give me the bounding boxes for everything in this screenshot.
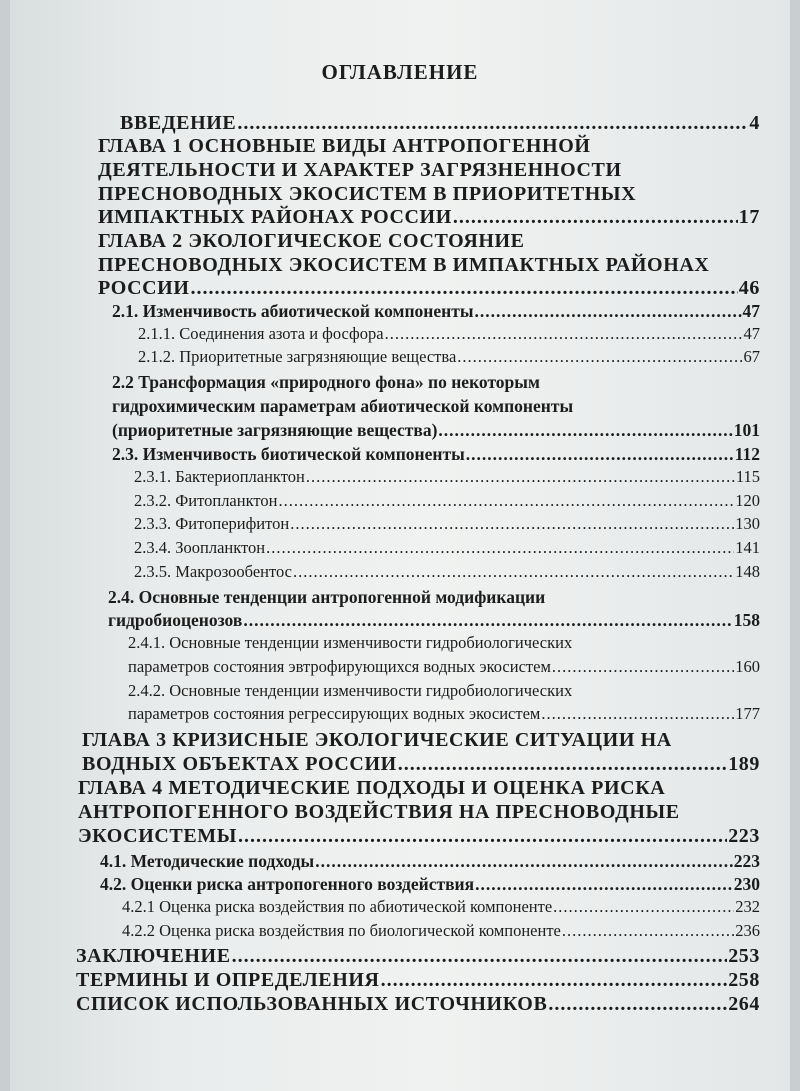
toc-leader-dots	[243, 610, 732, 630]
toc-entry-ch1-line-1	[98, 135, 760, 158]
toc-leader-dots	[381, 969, 728, 992]
toc-entry-text: 2.3.3. Фитоперифитон	[134, 514, 290, 533]
toc-entry-s2-4-2-line-2	[128, 705, 760, 724]
toc-entry-concl	[76, 945, 760, 968]
toc-entry-text: 2.1.1. Соединения азота и фосфора	[138, 324, 384, 343]
toc-entry-text: 2.2 Трансформация «природного фона» по некоторым	[112, 372, 540, 392]
toc-page-number: 236	[735, 921, 760, 940]
toc-leader-dots	[548, 993, 727, 1016]
toc-page-number: 46	[738, 277, 760, 299]
toc-entry-ch1-line-4	[98, 206, 760, 229]
toc-entry-text: параметров состояния регрессирующих водных экосистем	[128, 704, 541, 723]
toc-entry-ch2-line-2	[98, 254, 760, 277]
toc-leader-dots	[453, 206, 738, 229]
toc-page-number: 264	[728, 993, 760, 1015]
toc-leader-dots	[290, 515, 734, 534]
toc-entry-text: гидробиоценозов	[108, 610, 243, 630]
toc-entry-s2-3-5	[134, 563, 760, 582]
toc-leader-dots	[475, 874, 733, 894]
toc-leader-dots	[438, 420, 732, 440]
toc-leader-dots	[385, 325, 743, 344]
toc-leader-dots	[293, 563, 734, 582]
toc-page-number: 177	[735, 704, 760, 723]
toc-entry-ch4-line-1	[78, 777, 760, 800]
toc-entry-text: 2.4.1. Основные тенденции изменчивости гидробиологических	[128, 633, 573, 652]
toc-page-number: 230	[733, 874, 760, 894]
toc-leader-dots	[398, 753, 727, 776]
toc-entry-text: 2.3.2. Фитопланктон	[134, 491, 278, 510]
toc-page-number: 67	[743, 347, 760, 366]
page-title: ОГЛАВЛЕНИЕ	[321, 60, 479, 84]
toc-entry-text: ДЕЯТЕЛЬНОСТИ И ХАРАКТЕР ЗАГРЯЗНЕННОСТИ	[98, 159, 622, 181]
toc-entry-text: 4.2.1 Оценка риска воздействия по абиотической компоненте	[122, 897, 553, 916]
toc-leader-dots	[237, 112, 748, 135]
toc-page-number: 17	[738, 206, 760, 228]
toc-page-number: 189	[728, 753, 760, 775]
toc-entry-text: АНТРОПОГЕННОГО ВОЗДЕЙСТВИЯ НА ПРЕСНОВОДНЫЕ	[78, 801, 680, 823]
toc-entry-text: СПИСОК ИСПОЛЬЗОВАННЫХ ИСТОЧНИКОВ	[76, 993, 548, 1015]
toc-page-number: 101	[733, 420, 760, 440]
toc-page-number: 253	[728, 945, 760, 967]
toc-entry-s2-1	[112, 301, 760, 321]
toc-entry-text: ПРЕСНОВОДНЫХ ЭКОСИСТЕМ В ПРИОРИТЕТНЫХ	[98, 183, 637, 205]
toc-entry-s2-1-1	[138, 325, 760, 344]
toc-leader-dots	[457, 348, 742, 367]
toc-entry-s2-2-line-1	[112, 372, 760, 392]
document-page	[10, 0, 790, 1091]
toc-entry-s2-4-line-2	[108, 610, 760, 630]
toc-entry-ch4-line-3	[78, 825, 760, 848]
toc-leader-dots	[562, 922, 734, 941]
toc-entry-text: ВВЕДЕНИЕ	[120, 112, 237, 134]
toc-entry-text: ЗАКЛЮЧЕНИЕ	[76, 945, 231, 967]
toc-entry-ch1-line-3	[98, 183, 760, 206]
toc-entry-text: 2.3.5. Макрозообентос	[134, 562, 292, 581]
toc-entry-s2-3-3	[134, 515, 760, 534]
toc-entry-s2-3-1	[134, 468, 760, 487]
toc-page-number: 47	[743, 324, 760, 343]
toc-page-number: 223	[733, 851, 760, 871]
toc-entry-s2-4-2-line-1	[128, 682, 760, 701]
toc-page-number: 115	[735, 467, 760, 486]
toc-leader-dots	[475, 301, 742, 321]
toc-entry-text: 2.4. Основные тенденции антропогенной модификации	[108, 587, 546, 607]
toc-entry-text: 2.3. Изменчивость биотической компоненты	[112, 444, 465, 464]
toc-entry-text: ВОДНЫХ ОБЪЕКТАХ РОССИИ	[82, 753, 397, 775]
toc-entry-text: 4.2. Оценки риска антропогенного воздействия	[100, 874, 475, 894]
toc-entry-refs	[76, 993, 760, 1016]
toc-entry-ch2-line-1	[98, 230, 760, 253]
toc-entry-ch1-line-2	[98, 159, 760, 182]
toc-page-number: 120	[735, 491, 760, 510]
toc-entry-s2-3-2	[134, 492, 760, 511]
toc-entry-ch2-line-3	[98, 277, 760, 300]
toc-page-number: 4	[749, 112, 760, 134]
toc-leader-dots	[278, 492, 734, 511]
toc-entry-text: ПРЕСНОВОДНЫХ ЭКОСИСТЕМ В ИМПАКТНЫХ РАЙОНАХ	[98, 254, 710, 276]
toc-entry-text: 2.3.1. Бактериопланктон	[134, 467, 305, 486]
toc-entry-terms	[76, 969, 760, 992]
toc-entry-text: ГЛАВА 3 КРИЗИСНЫЕ ЭКОЛОГИЧЕСКИЕ СИТУАЦИИ НА	[82, 729, 672, 751]
toc-leader-dots	[315, 851, 733, 871]
toc-leader-dots	[266, 539, 734, 558]
toc-page-number: 160	[735, 657, 760, 676]
toc-entry-text: гидрохимическим параметрам абиотической компоненты	[112, 396, 574, 416]
toc-entry-text: 4.1. Методические подходы	[100, 851, 315, 871]
toc-leader-dots	[306, 468, 735, 487]
toc-entry-text: 2.1.2. Приоритетные загрязняющие вещества	[138, 347, 457, 366]
toc-entry-text: ТЕРМИНЫ И ОПРЕДЕЛЕНИЯ	[76, 969, 380, 991]
toc-page-number: 112	[734, 444, 760, 464]
toc-entry-text: ГЛАВА 2 ЭКОЛОГИЧЕСКОЕ СОСТОЯНИЕ	[98, 230, 525, 252]
toc-page-number: 223	[728, 825, 760, 847]
toc-entry-s2-4-line-1	[108, 587, 760, 607]
toc-entry-s4-2-2	[122, 922, 760, 941]
toc-entry-text: 4.2.2 Оценка риска воздействия по биологической компоненте	[122, 921, 561, 940]
toc-entry-s4-2	[100, 874, 760, 894]
toc-leader-dots	[553, 898, 734, 917]
toc-page-number: 148	[735, 562, 760, 581]
toc-entry-s2-3-4	[134, 539, 760, 558]
toc-entry-text: ГЛАВА 1 ОСНОВНЫЕ ВИДЫ АНТРОПОГЕННОЙ	[98, 135, 591, 157]
toc-leader-dots	[552, 658, 734, 677]
toc-page-number: 130	[735, 514, 760, 533]
table-of-contents	[10, 0, 790, 1091]
toc-entry-text: ИМПАКТНЫХ РАЙОНАХ РОССИИ	[98, 206, 452, 228]
toc-leader-dots	[466, 444, 734, 464]
toc-entry-text: 2.1. Изменчивость абиотической компоненты	[112, 301, 474, 321]
toc-entry-ch3-line-2	[82, 753, 760, 776]
toc-entry-text: 2.3.4. Зоопланктон	[134, 538, 266, 557]
toc-entry-s4-2-1	[122, 898, 760, 917]
toc-page-number: 158	[733, 610, 760, 630]
toc-leader-dots	[238, 825, 727, 848]
toc-entry-s2-3	[112, 444, 760, 464]
toc-entry-s4-1	[100, 851, 760, 871]
toc-entry-s2-1-2	[138, 348, 760, 367]
toc-leader-dots	[191, 277, 738, 300]
toc-entry-text: ЭКОСИСТЕМЫ	[78, 825, 238, 847]
toc-page-number: 258	[728, 969, 760, 991]
toc-entry-s2-2-line-3	[112, 420, 760, 440]
toc-entry-ch3-line-1	[82, 729, 760, 752]
toc-entry-text: параметров состояния эвтрофирующихся водных экосистем	[128, 657, 551, 676]
toc-entry-text: 2.4.2. Основные тенденции изменчивости гидробиологических	[128, 681, 573, 700]
toc-entry-text: РОССИИ	[98, 277, 190, 299]
toc-entry-ch4-line-2	[78, 801, 760, 824]
toc-entry-text: ГЛАВА 4 МЕТОДИЧЕСКИЕ ПОДХОДЫ И ОЦЕНКА РИСКА	[78, 777, 666, 799]
toc-entry-intro	[120, 112, 760, 135]
toc-page-number: 47	[742, 301, 760, 321]
toc-entry-s2-2-line-2	[112, 396, 760, 416]
toc-entry-text: (приоритетные загрязняющие вещества)	[112, 420, 438, 440]
toc-entry-s2-4-1-line-2	[128, 658, 760, 677]
toc-leader-dots	[232, 945, 728, 968]
toc-leader-dots	[541, 705, 734, 724]
toc-entry-s2-4-1-line-1	[128, 634, 760, 653]
toc-page-number: 232	[735, 897, 760, 916]
toc-page-number: 141	[735, 538, 760, 557]
